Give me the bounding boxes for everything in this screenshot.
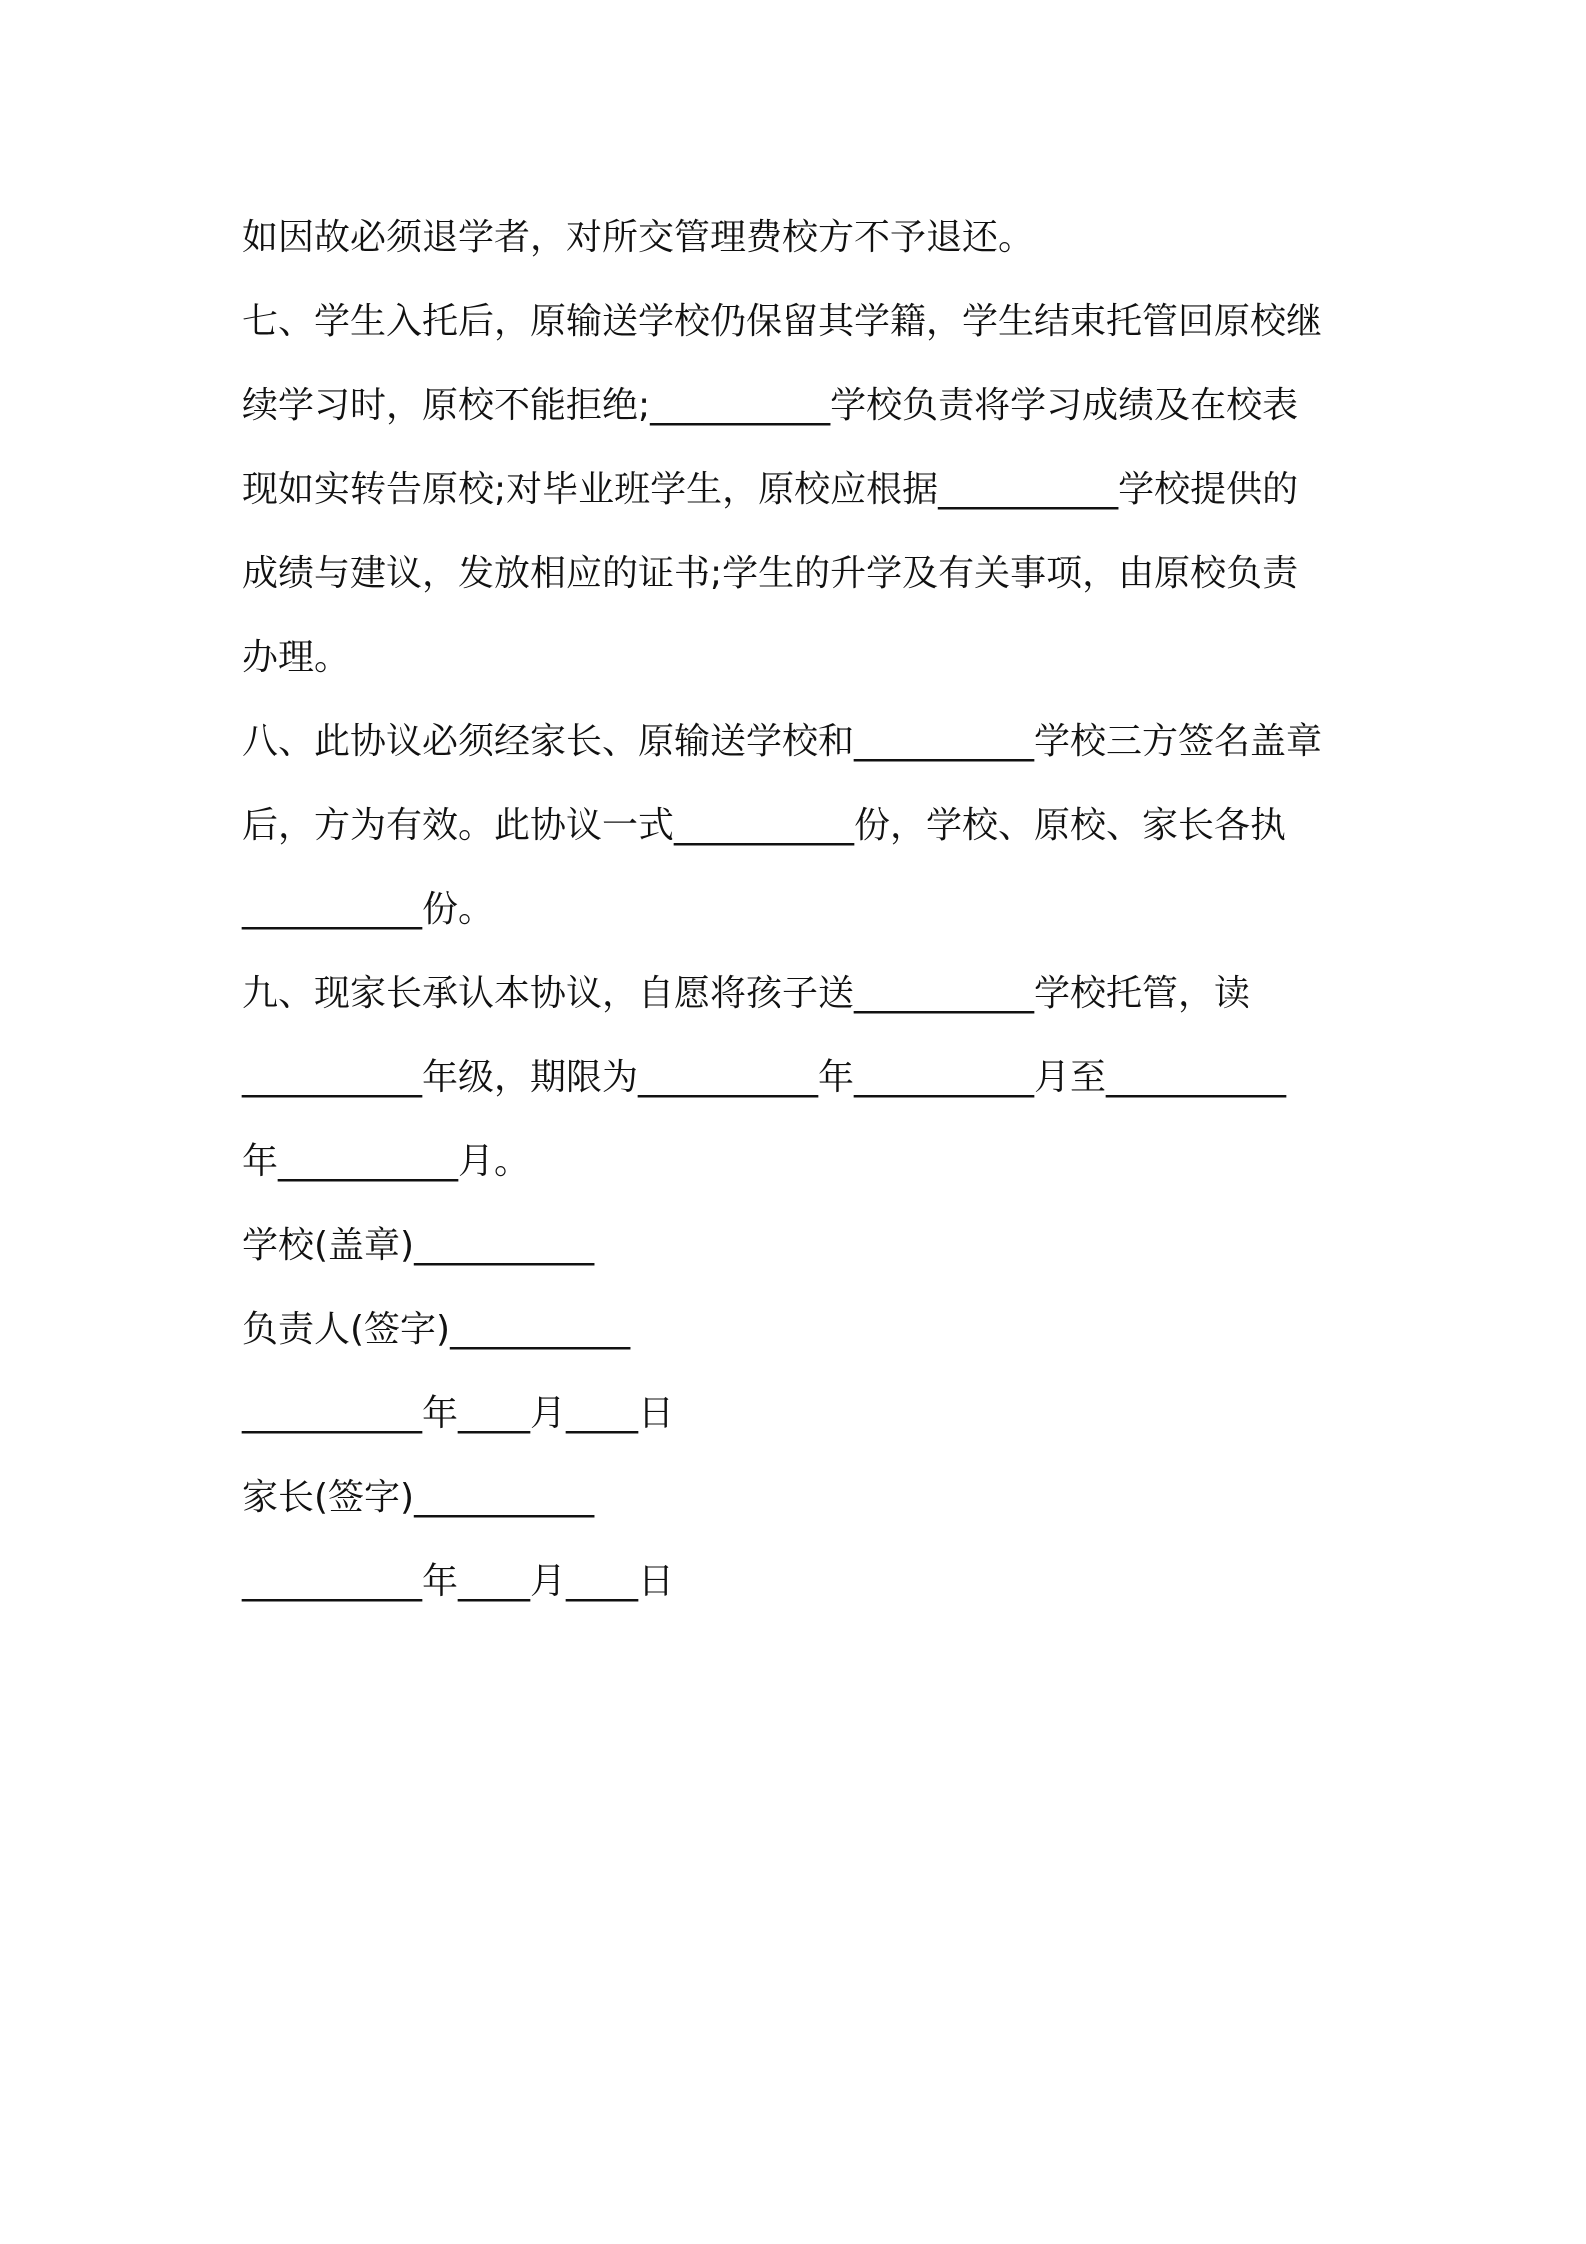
text-line-clause-9: 九、现家长承认本协议，自愿将孩子送__________学校托管，读	[242, 973, 1251, 1014]
text-line-fee-clause: 如因故必须退学者，对所交管理费校方不予退还。	[242, 217, 1035, 258]
parent-date-line: __________年____月____日	[242, 1561, 674, 1602]
text-line-clause-9: 年__________月。	[242, 1141, 531, 1182]
text-line-clause-7: 办理。	[242, 637, 351, 678]
text-line-clause-7: 现如实转告原校;对毕业班学生，原校应根据__________学校提供的	[242, 469, 1299, 510]
school-seal-line: 学校(盖章)__________	[242, 1225, 595, 1266]
text-line-clause-8: 八、此协议必须经家长、原输送学校和__________学校三方签名盖章	[242, 721, 1323, 762]
text-line-clause-7: 成绩与建议，发放相应的证书;学生的升学及有关事项，由原校负责	[242, 553, 1299, 594]
text-line-clause-9: __________年级，期限为__________年__________月至__________	[242, 1057, 1287, 1098]
principal-signature-line: 负责人(签字)__________	[242, 1309, 631, 1350]
text-line-clause-8: 后，方为有效。此协议一式__________份，学校、原校、家长各执	[242, 805, 1287, 846]
text-line-clause-8: __________份。	[242, 889, 495, 930]
school-date-line: __________年____月____日	[242, 1393, 674, 1434]
text-line-clause-7: 续学习时，原校不能拒绝;__________学校负责将学习成绩及在校表	[242, 385, 1299, 426]
text-line-clause-7: 七、学生入托后，原输送学校仍保留其学籍，学生结束托管回原校继	[242, 301, 1323, 342]
document-body	[242, 196, 1362, 1624]
parent-signature-line: 家长(签字)__________	[242, 1477, 595, 1518]
